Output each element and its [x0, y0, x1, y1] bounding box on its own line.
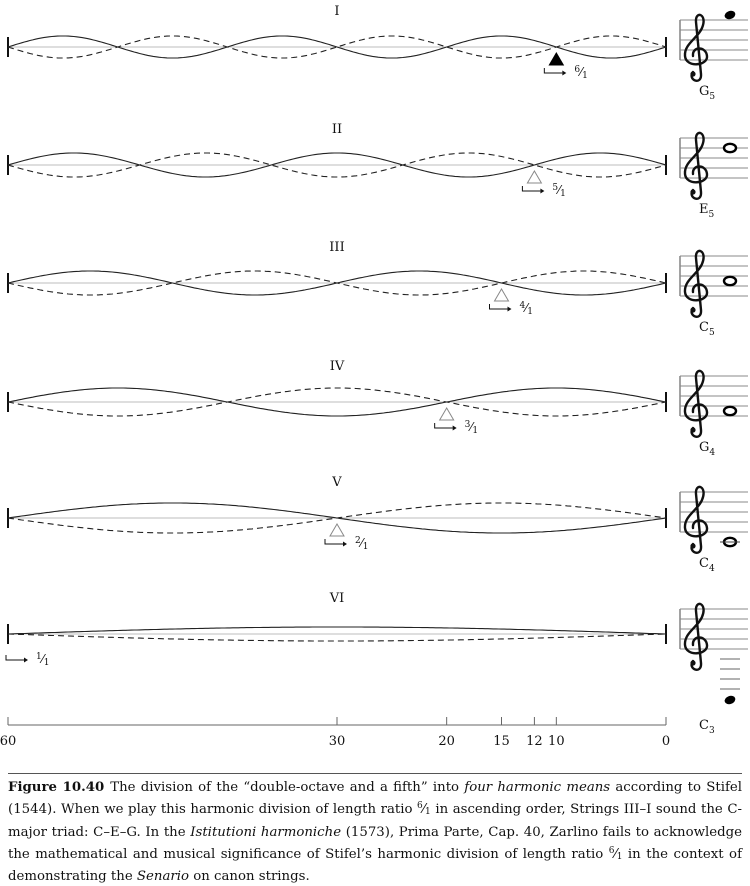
scale-tick-label: 15: [493, 734, 510, 749]
emphasis-senario: Senario: [136, 869, 190, 885]
string-numeral: III: [329, 240, 345, 255]
ratio-fraction: $^6⁄_1$: [608, 845, 623, 862]
string-numeral: IV: [329, 359, 345, 374]
bent-arrow-icon: [544, 68, 562, 73]
scale-tick-label: 20: [438, 734, 455, 749]
scale-tick-label: 60: [0, 734, 17, 749]
arrow-head-icon: [540, 189, 544, 194]
scale-tick-label: 10: [548, 734, 565, 749]
string-rows: [6, 4, 748, 736]
bent-arrow-icon: [325, 539, 343, 544]
length-scale: [0, 717, 670, 749]
note-name-label: $G_4$: [699, 440, 716, 458]
ratio-label: $^6$⁄1: [574, 65, 588, 81]
string-row-vi: [6, 591, 748, 736]
ratio-fraction: $^6⁄_1$: [417, 801, 431, 818]
scale-tick-label: 0: [661, 734, 671, 749]
string-numeral: V: [332, 475, 342, 490]
bridge-marker-triangle: [440, 408, 454, 420]
ratio-label: $^1$⁄1: [36, 652, 50, 668]
clef-tail-dot: [690, 189, 695, 194]
string-numeral: VI: [329, 591, 345, 606]
note-head-filled: [723, 9, 736, 20]
figure-label: Figure 10.40: [8, 780, 105, 795]
arrow-head-icon: [343, 542, 347, 547]
note-head-filled: [723, 694, 736, 705]
arrow-head-icon: [562, 71, 566, 76]
string-numeral: II: [331, 122, 343, 137]
clef-tail-dot: [690, 660, 695, 665]
treble-clef-icon: [685, 15, 707, 81]
bridge-marker-triangle: [495, 289, 509, 301]
treble-clef-icon: [685, 604, 707, 670]
figure-caption: Figure 10.40 The division of the “double-octave and a fifth” into four harmonic means according to Stifel (1544). When we play this harmonic division of length ratio $^6⁄_1$ in ascending order, Strings III–I sound the C-major triad: C–E–G. In the Istitutioni harmoniche (1573), Prima Parte, Cap. 40, Zarlino fails to acknowledge the mathematical and musical significance of Stifel’s harmonic division of length ratio $^6⁄_1$ in the context of demonstrating the Senario on canon strings.: [8, 780, 743, 885]
bridge-marker-triangle: [549, 53, 563, 65]
note-name-label: $C_5$: [699, 320, 715, 338]
note-head-whole: [724, 144, 736, 152]
clef-tail-dot: [690, 543, 695, 548]
string-row-iv: [8, 359, 748, 458]
note-name-label: $C_3$: [699, 718, 715, 736]
clef-tail-dot: [690, 307, 695, 312]
ratio-label: $^3$⁄1: [464, 420, 479, 436]
bent-arrow-icon: [522, 186, 540, 191]
clef-tail-dot: [690, 427, 695, 432]
vibration-curve-solid: [8, 627, 666, 634]
note-name-label: $C_4$: [699, 556, 715, 574]
string-numeral: I: [334, 4, 340, 19]
note-name-label: $E_5$: [699, 202, 715, 220]
string-row-i: [8, 4, 748, 102]
treble-clef-icon: [685, 487, 707, 553]
scale-tick-label: 30: [328, 734, 346, 749]
emphasis-istitutioni: Istitutioni harmoniche: [190, 824, 342, 840]
note-head-whole: [724, 407, 736, 415]
treble-clef-icon: [685, 371, 707, 437]
treble-clef-icon: [685, 251, 707, 317]
emphasis-four-harmonic-means: four harmonic means: [464, 780, 611, 795]
string-row-v: [8, 475, 748, 574]
string-row-iii: [8, 240, 748, 338]
ratio-label: $^4$⁄1: [519, 301, 533, 317]
scale-tick-label: 12: [526, 734, 543, 749]
treble-clef-icon: [685, 133, 707, 199]
note-name-label: $G_5$: [699, 84, 716, 102]
caption-rule: [8, 773, 742, 774]
note-head-whole: [724, 277, 736, 285]
clef-tail-dot: [690, 71, 695, 76]
ratio-label: $^5$⁄1: [552, 183, 566, 199]
bent-arrow-icon: [6, 655, 24, 660]
bridge-marker-triangle: [527, 171, 541, 183]
vibration-curve-dashed: [8, 634, 666, 641]
arrow-head-icon: [453, 426, 457, 431]
arrow-head-icon: [24, 658, 28, 663]
bridge-marker-triangle: [330, 524, 344, 536]
arrow-head-icon: [508, 307, 512, 312]
bent-arrow-icon: [435, 423, 453, 428]
bent-arrow-icon: [490, 304, 508, 309]
ratio-label: $^2$⁄1: [355, 536, 369, 552]
string-row-ii: [8, 122, 748, 220]
